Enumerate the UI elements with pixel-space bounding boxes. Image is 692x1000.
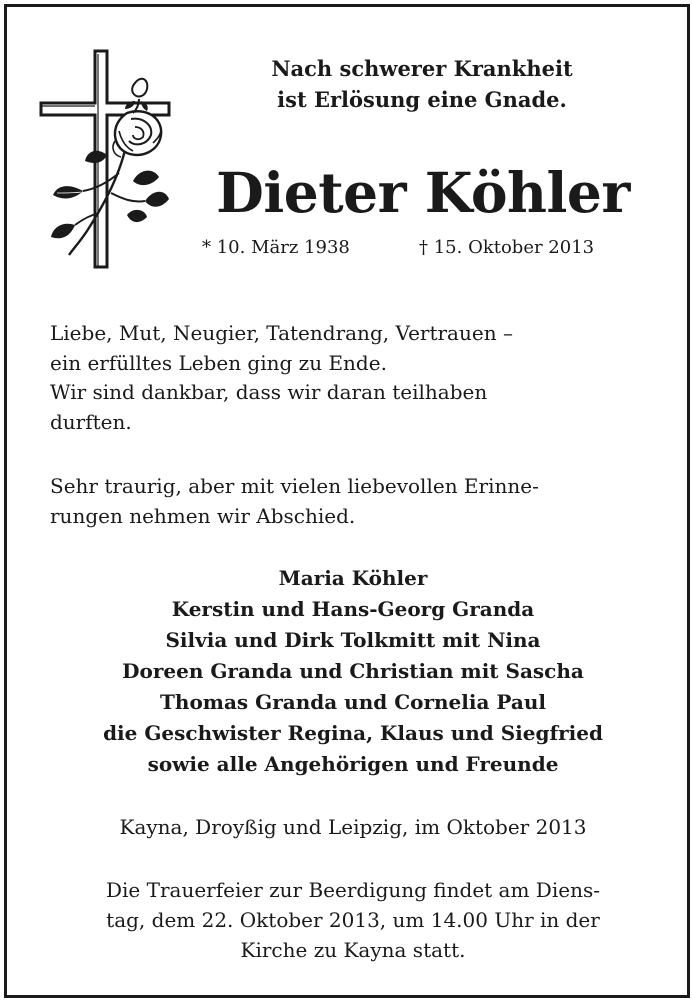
death-date: † 15. Oktober 2013 xyxy=(419,237,595,258)
text-line: Wir sind dankbar, dass wir daran teilhaben xyxy=(50,380,488,404)
text-line: durften. xyxy=(50,409,132,434)
text-line: Die Trauerfeier zur Beerdigung findet am Diens- xyxy=(106,878,600,902)
motto-line: ist Erlösung eine Gnade. xyxy=(277,87,567,112)
place-and-date: Kayna, Droyßig und Leipzig, im Oktober 2013 xyxy=(119,815,587,839)
text-line: Liebe, Mut, Neugier, Tatendrang, Vertrauen – xyxy=(50,321,513,345)
mourner: Maria Köhler xyxy=(278,566,428,590)
deceased-name: Dieter Köhler xyxy=(216,160,630,225)
cross-with-rose-icon xyxy=(35,43,175,275)
mourners-list xyxy=(37,563,669,780)
motto-line: Nach schwerer Krankheit xyxy=(271,56,573,81)
text-line: ein erfülltes Leben ging zu Ende. xyxy=(50,350,387,375)
mourner: Kerstin und Hans-Georg Granda xyxy=(171,597,535,621)
funeral-service-info xyxy=(37,875,669,965)
obituary-notice xyxy=(4,4,690,998)
birth-date: * 10. März 1938 xyxy=(202,237,350,258)
text-line: tag, dem 22. Oktober 2013, um 14.00 Uhr in der xyxy=(106,908,600,932)
mourner: Thomas Granda und Cornelia Paul xyxy=(160,690,546,714)
text-line: Sehr traurig, aber mit vielen liebevollen Erinne- xyxy=(50,474,539,498)
farewell-paragraph xyxy=(50,472,650,531)
tribute-paragraph xyxy=(50,319,650,437)
mourner: Silvia und Dirk Tolkmitt mit Nina xyxy=(165,628,541,652)
mourner: sowie alle Angehörigen und Freunde xyxy=(147,752,559,776)
motto xyxy=(212,53,632,115)
mourner: die Geschwister Regina, Klaus und Siegfried xyxy=(103,721,603,745)
text-line: rungen nehmen wir Abschied. xyxy=(50,503,356,528)
text-line: Kirche zu Kayna statt. xyxy=(240,938,466,962)
mourner: Doreen Granda und Christian mit Sascha xyxy=(122,659,584,683)
